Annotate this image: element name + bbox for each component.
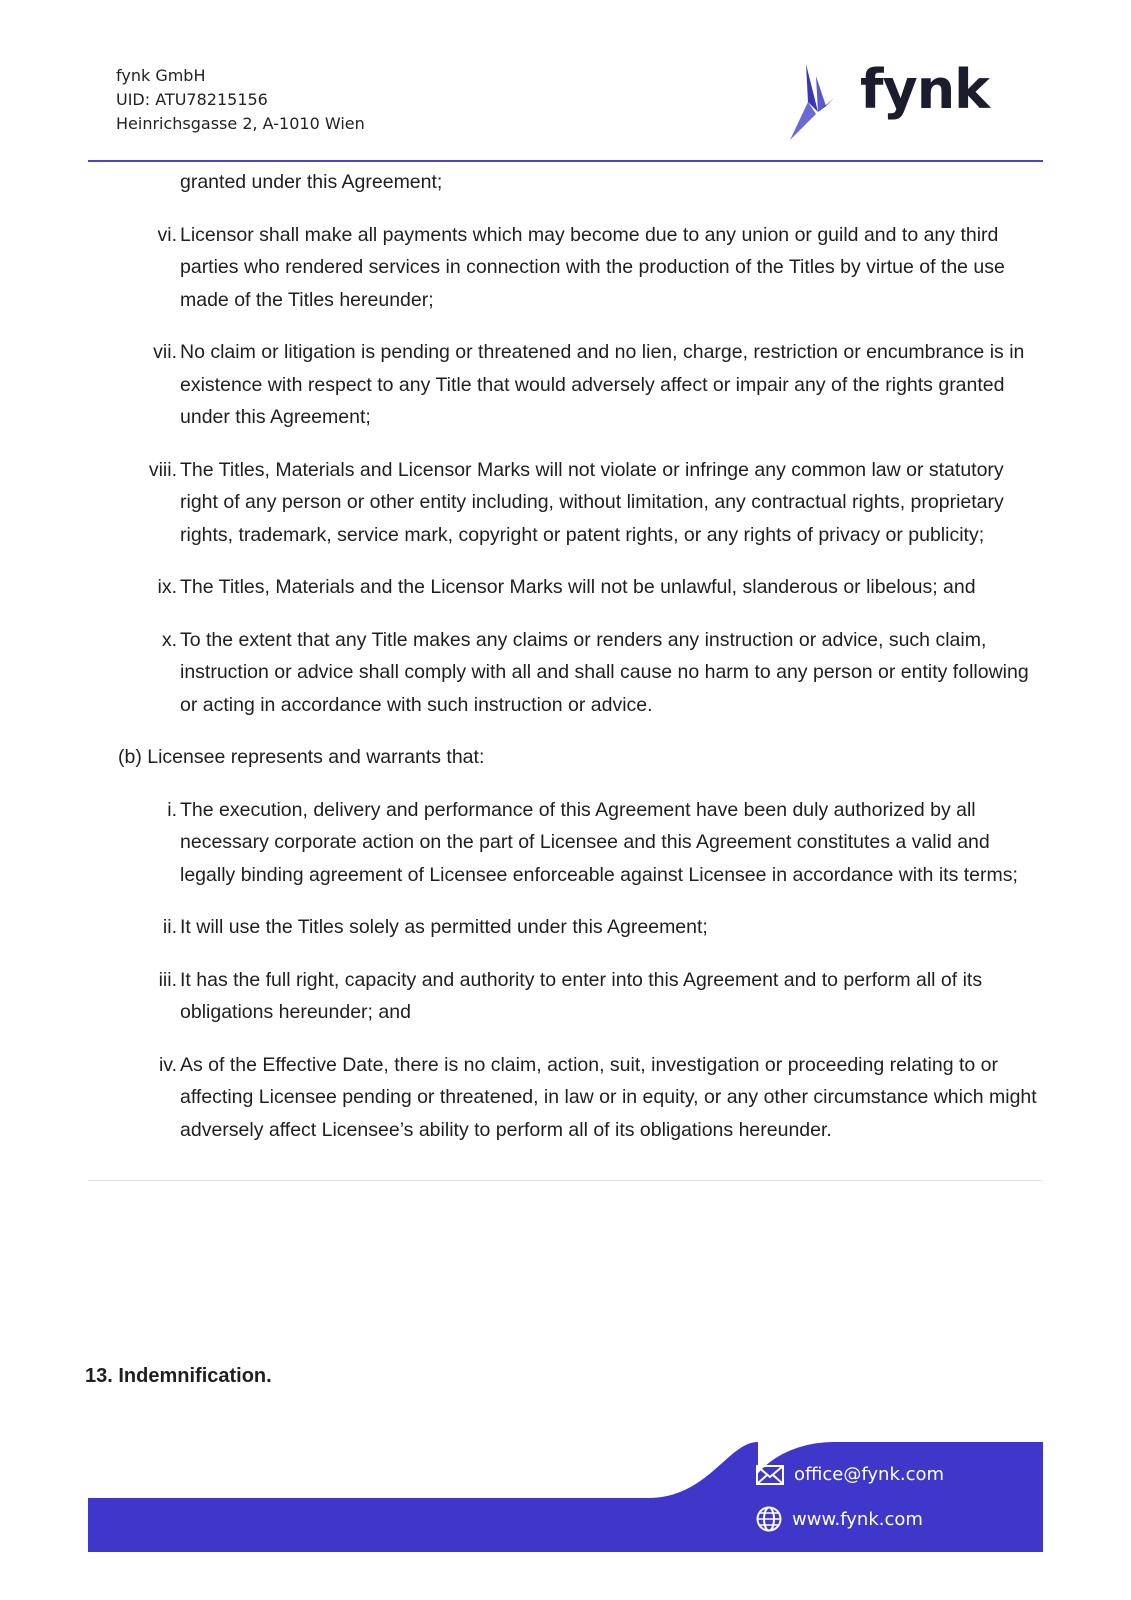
item-text: The Titles, Materials and the Licensor Marks will not be unlawful, slanderous or libelous; and bbox=[180, 576, 976, 598]
list-item bbox=[88, 1049, 1043, 1147]
item-text: No claim or litigation is pending or threatened and no lien, charge, restriction or encumbrance is in existence with respect to any Title that would adversely affect or impair any of the rights granted under this Agreement; bbox=[180, 341, 1025, 428]
list-item bbox=[88, 964, 1043, 1029]
section-heading: 13. Indemnification. bbox=[85, 1365, 272, 1387]
list-item bbox=[88, 454, 1043, 552]
envelope-icon bbox=[756, 1465, 784, 1485]
item-number: ii. bbox=[162, 916, 177, 938]
list-item bbox=[88, 336, 1043, 434]
item-number: i. bbox=[167, 798, 177, 821]
document-body bbox=[88, 160, 1043, 1181]
list-item bbox=[88, 219, 1043, 317]
item-number: vii. bbox=[153, 341, 177, 363]
item-text: It has the full right, capacity and authority to enter into this Agreement and to perform all of its obligations hereunder; and bbox=[180, 968, 983, 1023]
page-footer bbox=[88, 1442, 1043, 1552]
footer-website-row[interactable] bbox=[756, 1506, 923, 1532]
item-text: As of the Effective Date, there is no claim, action, suit, investigation or proceeding relating to or affecting Licensee pending or threatened, in law or in equity, or any other circumstance which might adversely affect Licensee’s ability to perform all of its obligations hereunder. bbox=[180, 1053, 1037, 1141]
footer-email-row[interactable] bbox=[756, 1464, 944, 1485]
company-address: Heinrichsgasse 2, A-1010 Wien bbox=[116, 114, 365, 133]
item-text: To the extent that any Title makes any claims or renders any instruction or advice, such claim, instruction or advice shall comply with all and shall cause no harm to any person or entity following or acting in accordance with such instruction or advice. bbox=[180, 628, 1029, 716]
licensor-warranties-list bbox=[88, 219, 1043, 722]
item-number: iii. bbox=[158, 968, 177, 991]
footer-email[interactable]: office@fynk.com bbox=[794, 1464, 945, 1485]
footer-contact-tab bbox=[743, 1442, 1043, 1552]
licensee-warranties-list bbox=[88, 794, 1043, 1147]
footer-curve bbox=[648, 1442, 758, 1498]
footer-website[interactable]: www.fynk.com bbox=[792, 1508, 923, 1530]
logo-wordmark: fynk bbox=[860, 58, 990, 121]
item-text: The Titles, Materials and Licensor Marks will not violate or infringe any common law or statutory right of any person or other entity including, without limitation, any contractual rights, proprietary rights, trademark, service mark, copyright or patent rights, or any rights of privacy or publicity; bbox=[180, 458, 1004, 546]
list-item bbox=[88, 911, 1043, 944]
fynk-bird-logo-icon bbox=[786, 62, 846, 142]
continuation-text: granted under this Agreement; bbox=[180, 171, 443, 193]
item-text: The execution, delivery and performance of this Agreement have been duly authorized by all necessary corporate action on the part of Licensee and this Agreement constitutes a valid and legally binding agreement of Licensee enforceable against Licensee in accordance with its terms; bbox=[180, 798, 1018, 886]
company-header bbox=[116, 64, 365, 136]
subsection-b-heading: (b) Licensee represents and warrants that: bbox=[118, 746, 485, 768]
item-number: iv. bbox=[158, 1053, 177, 1076]
company-name: fynk GmbH bbox=[116, 66, 206, 85]
item-number: ix. bbox=[157, 576, 177, 598]
list-item bbox=[88, 624, 1043, 722]
globe-icon bbox=[756, 1506, 782, 1532]
fynk-logo bbox=[806, 58, 1006, 142]
item-text: It will use the Titles solely as permitted under this Agreement; bbox=[180, 916, 708, 938]
item-number: viii. bbox=[148, 458, 177, 481]
company-uid: UID: ATU78215156 bbox=[116, 90, 268, 109]
item-number: x. bbox=[161, 628, 177, 651]
item-text: Licensor shall make all payments which may become due to any union or guild and to any third parties who rendered services in connection with the production of the Titles by virtue of the use made of the Titles hereunder; bbox=[180, 223, 1005, 311]
list-item bbox=[88, 794, 1043, 892]
section-divider bbox=[88, 1180, 1043, 1181]
item-number: vi. bbox=[157, 223, 177, 246]
list-item bbox=[88, 571, 1043, 604]
